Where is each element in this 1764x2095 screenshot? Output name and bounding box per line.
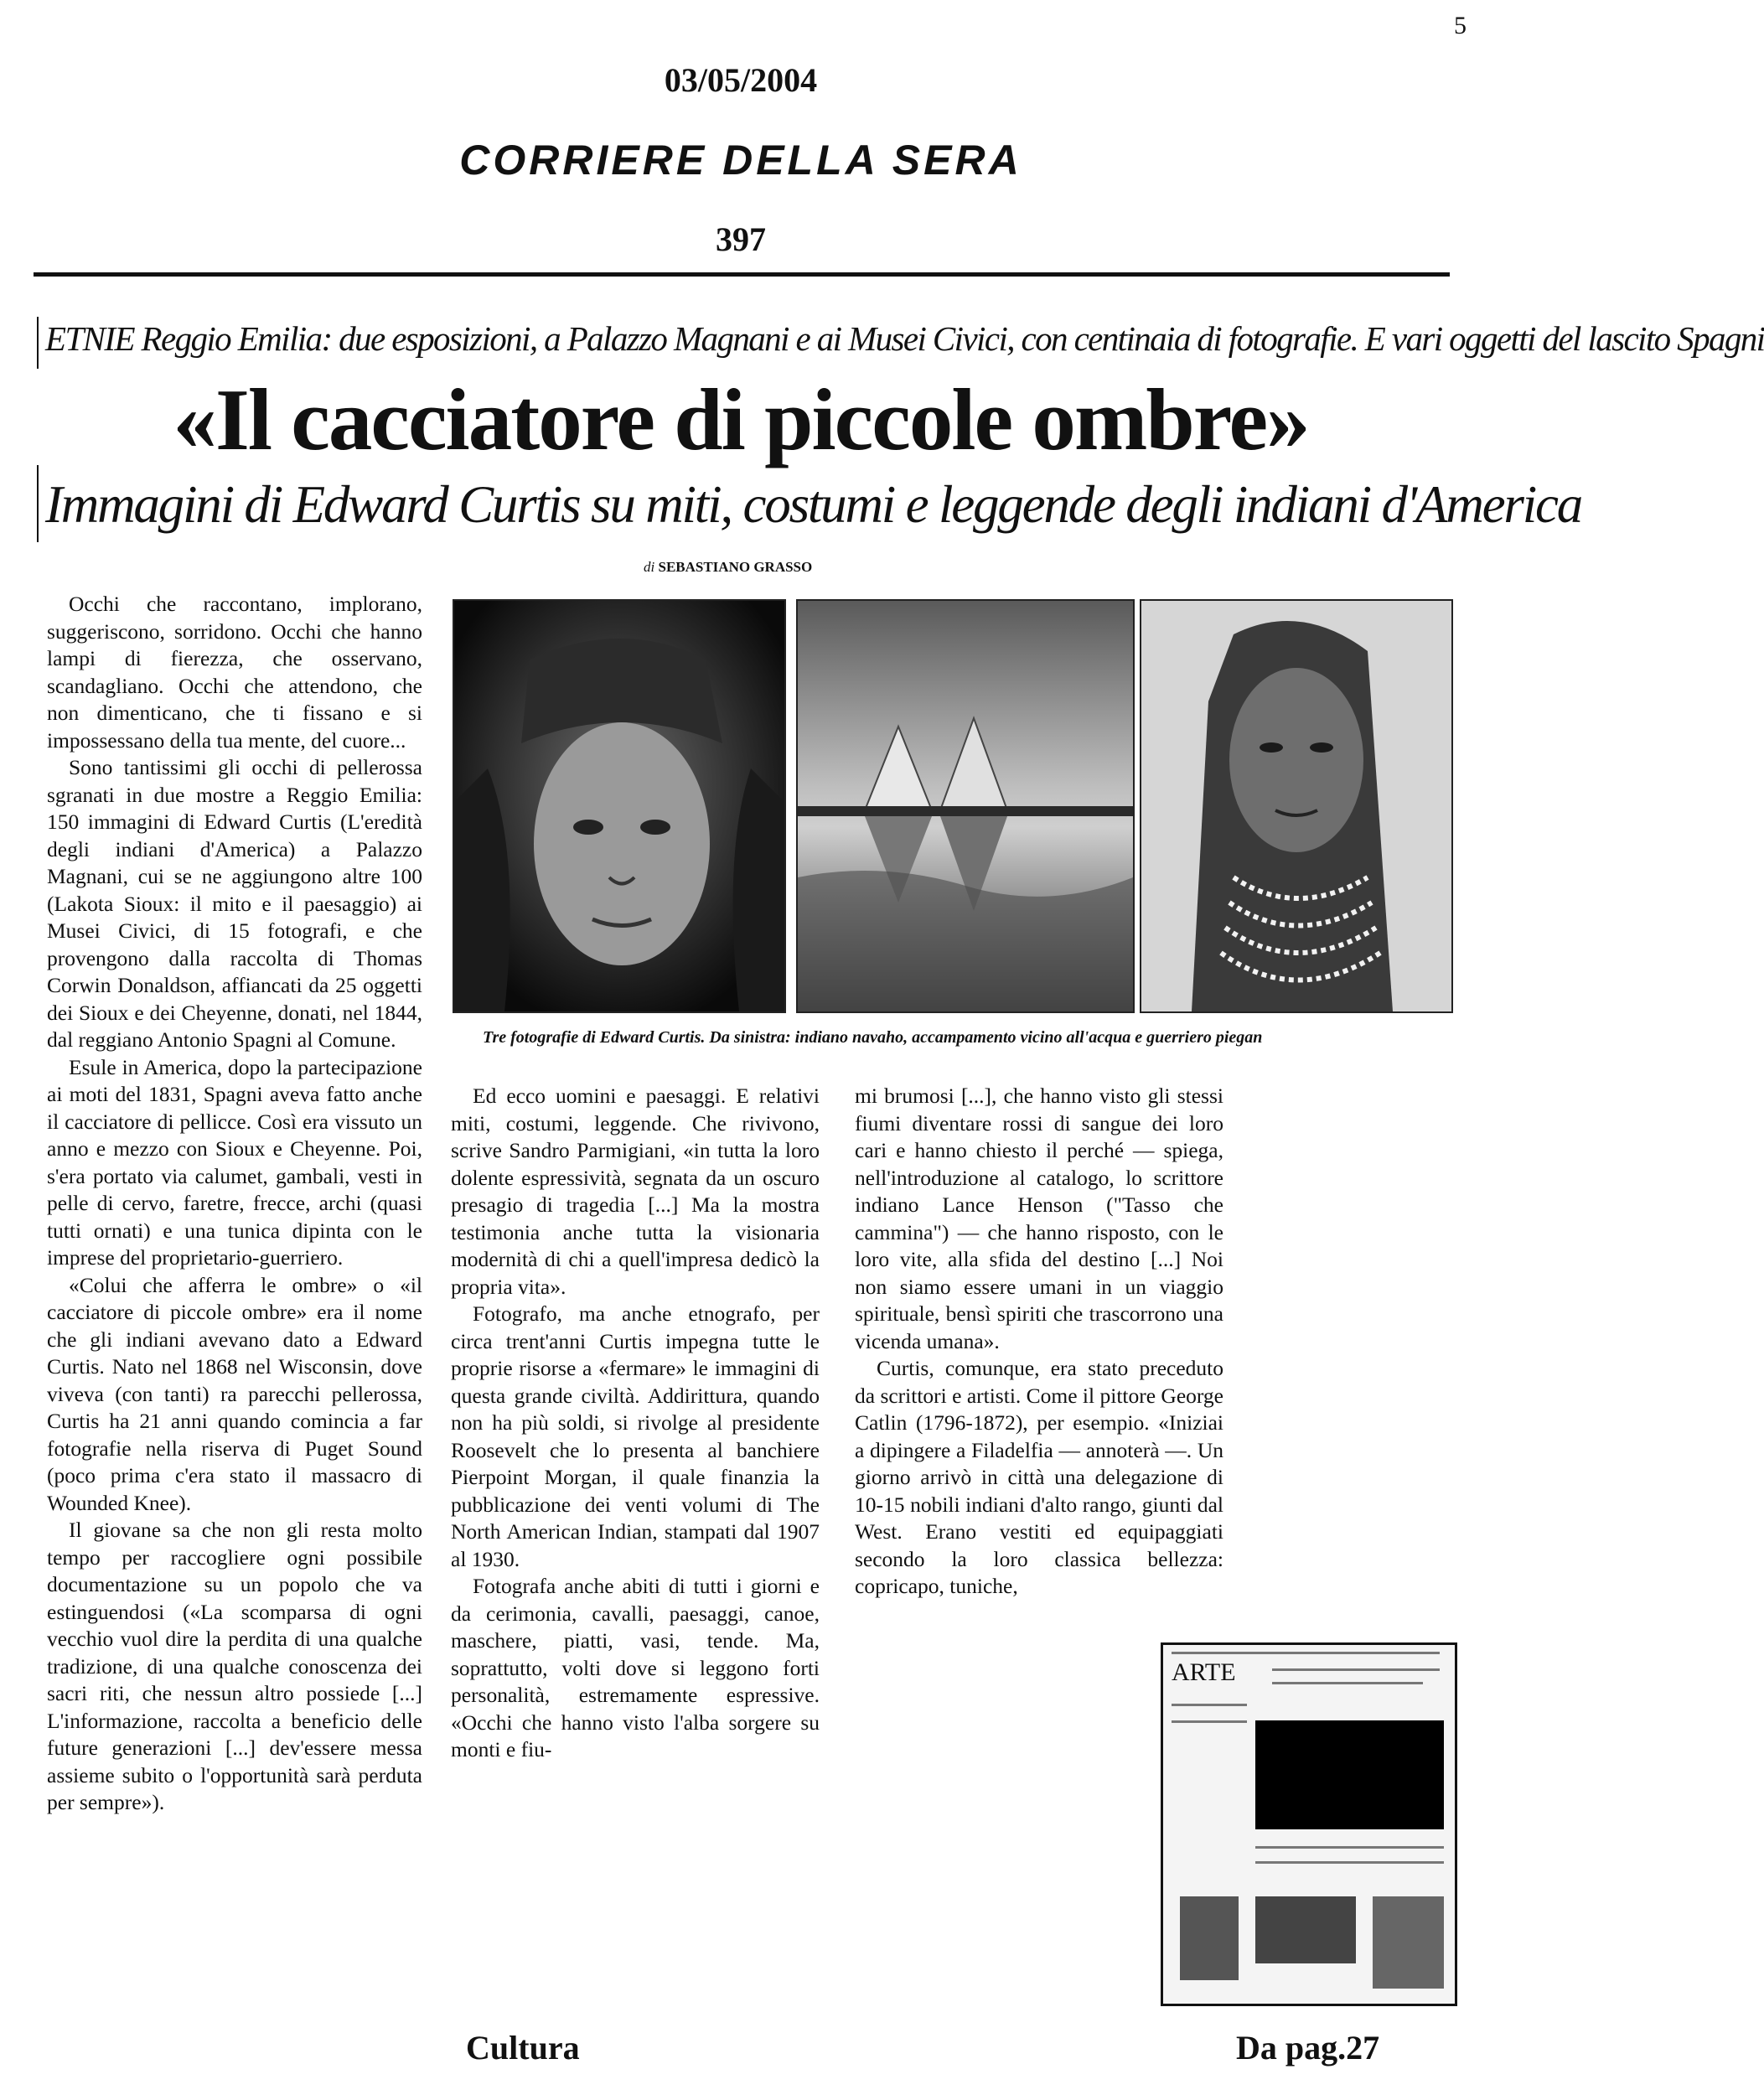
section-label: Cultura bbox=[466, 2029, 580, 2067]
thumbnail-section-label: ARTE bbox=[1172, 1658, 1236, 1686]
photo-navaho-portrait bbox=[453, 599, 786, 1013]
page-thumbnail bbox=[1161, 1642, 1457, 2006]
page-number: 5 bbox=[1454, 12, 1467, 39]
newspaper-name: CORRIERE DELLA SERA bbox=[459, 137, 1022, 184]
thumbnail-text-line bbox=[1255, 1846, 1444, 1849]
thumbnail-text-line bbox=[1172, 1720, 1247, 1723]
continued-from-page: Da pag.27 bbox=[1236, 2029, 1380, 2067]
col2-paragraph: Ed ecco uomini e paesaggi. E relativi miti, costumi, leggende. Che rivivono, scrive Sandro Parmigiani, «in tutta la loro dolente espressività, segnata da un oscuro presagio di tragedia [...] Ma la mostra testimonia anche tutta la visionaria modernità di chi a quell'impresa dedicò la propria vita». bbox=[451, 1084, 820, 1299]
photo-piegan-warrior bbox=[1140, 599, 1453, 1013]
thumbnail-image-block bbox=[1373, 1896, 1444, 1989]
col1-paragraph: Il giovane sa che non gli resta molto tempo per raccogliere ogni possibile documentazione su un popolo che va estinguendosi («La scomparsa di ogni vecchio vuol dire la perdita di una qualche tradizione, di una qualche conoscenza dei sacri riti, che nessun altro possiede [...] L'informazione, raccolta a beneficio delle future generazioni [...] dev'essere messa assieme subito o l'opportunità sarà perduta per sempre»). bbox=[47, 1518, 422, 1814]
col1-paragraph: Sono tantissimi gli occhi di pellerossa sgranati in due mostre a Reggio Emilia: 150 immagini di Edward Curtis (L'eredità degli indiani d'America) a Palazzo Magnani, cui se ne aggiungono altre 100 (Lakota Sioux: il mito e il paesaggio) ai Musei Civici, di 15 fotografi, e che provengono dalla raccolta di Thomas Corwin Donaldson, affiancati da 25 oggetti dei Sioux e dei Cheyenne, donati, nel 1844, dal reggiano Antonio Spagni al Comune. bbox=[47, 755, 422, 1052]
publication-date: 03/05/2004 bbox=[664, 61, 818, 99]
thumbnail-text-line bbox=[1272, 1668, 1440, 1671]
thumbnail-text-line bbox=[1172, 1704, 1247, 1706]
col3-paragraph: mi brumosi [...], che hanno visto gli stessi fiumi diventare rossi di sangue dei loro cari e hanno chiesto il perché — spiega, nell'introduzione al catalogo, lo scrittore indiano Lance Henson ("Tasso che cammina") — che hanno risposto, con le loro vite, alla sfida del destino [...] Noi non siamo essere umani in un viaggio spirituale, bensì spiriti che trascorrono una vicenda umana». bbox=[855, 1084, 1223, 1353]
col1-paragraph: Esule in America, dopo la partecipazione ai moti del 1831, Spagni aveva fatto anche il cacciatore di pellicce. Così era vissuto un anno e mezzo con Sioux e Cheyenne. Poi, s'era portato via calumet, gambali, vesti in pelle di cervo, faretre, frecce, archi (quasi tutti ornati) e una tunica dipinta con le imprese del proprietario-guerriero. bbox=[47, 1054, 422, 1270]
article-column-2 bbox=[451, 1083, 820, 1764]
thumbnail-rule bbox=[1172, 1652, 1440, 1654]
issue-number: 397 bbox=[716, 220, 766, 258]
photo-camp-by-water bbox=[796, 599, 1135, 1013]
article-column-3 bbox=[855, 1083, 1223, 1601]
col1-paragraph: «Colui che afferra le ombre» o «il cacciatore di piccole ombre» era il nome che gli indiani avevano dato a Edward Curtis. Nato nel 1868 nel Wisconsin, dove viveva (con tanti) ra parecchi pellerossa, Curtis ha 21 anni quando comincia a far fotografie nella riserva di Puget Sound (poco prima c'era stato il massacro di Wounded Knee). bbox=[47, 1272, 422, 1515]
header-rule bbox=[34, 272, 1450, 277]
thumbnail-image-block bbox=[1180, 1896, 1239, 1980]
photo-caption: Tre fotografie di Edward Curtis. Da sinistra: indiano navaho, accampamento vicino all'acqua e guerriero piegan bbox=[483, 1028, 1263, 1047]
article-kicker: ETNIE Reggio Emilia: due esposizioni, a Palazzo Magnani e ai Musei Civici, con centinaia di fotografie. E vari oggetti del lascito Spagni bbox=[45, 319, 1764, 358]
subhead-bar bbox=[37, 465, 39, 542]
article-column-1 bbox=[47, 591, 422, 1817]
col2-paragraph: Fotografo, ma anche etnografo, per circa trent'anni Curtis impegna tutte le proprie risorse a «fermare» le immagini di questa grande civiltà. Addirittura, quando non ha più soldi, si rivolge al presidente Roosevelt che lo presenta al banchiere Pierpoint Morgan, il quale finanzia la pubblicazione dei venti volumi di The North American Indian, stampati dal 1907 al 1930. bbox=[451, 1301, 820, 1571]
thumbnail-text-line bbox=[1272, 1682, 1423, 1684]
byline bbox=[644, 559, 812, 576]
thumbnail-text-line bbox=[1255, 1861, 1444, 1864]
byline-prefix: di bbox=[644, 559, 655, 575]
col3-paragraph: Curtis, comunque, era stato preceduto da scrittori e artisti. Come il pittore George Catlin (1796-1872), per esempio. «Iniziai a dipingere a Filadelfia — annoterà —. Un giorno arrivò in città una delegazione di 10-15 nobili indiani d'alto rango, giunti dal West. Erano vestiti ed equipaggiati secondo la loro classica bellezza: copricapo, tuniche, bbox=[855, 1356, 1223, 1598]
thumbnail-image-block bbox=[1255, 1896, 1356, 1963]
col1-paragraph: Occhi che raccontano, implorano, suggeriscono, sorridono. Occhi che hanno lampi di fierezza, che osservano, scandagliano. Occhi che attendono, che non dimenticano, che ti fissano e si impossessano della tua mente, del cuore... bbox=[47, 592, 422, 753]
col2-paragraph: Fotografa anche abiti di tutti i giorni e da cerimonia, cavalli, paesaggi, canoe, maschere, piatti, vasi, tende. Ma, soprattutto, volti dove si leggono forti personalità, estremamente espressive. «Occhi che hanno visto l'alba sorgere su monti e fiu- bbox=[451, 1574, 820, 1761]
kicker-bar bbox=[37, 317, 39, 369]
byline-author: SEBASTIANO GRASSO bbox=[658, 559, 813, 575]
article-headline: «Il cacciatore di piccole ombre» bbox=[173, 370, 1309, 468]
thumbnail-image-block bbox=[1255, 1720, 1444, 1829]
article-subhead: Immagini di Edward Curtis su miti, costumi e leggende degli indiani d'America bbox=[45, 475, 1582, 534]
